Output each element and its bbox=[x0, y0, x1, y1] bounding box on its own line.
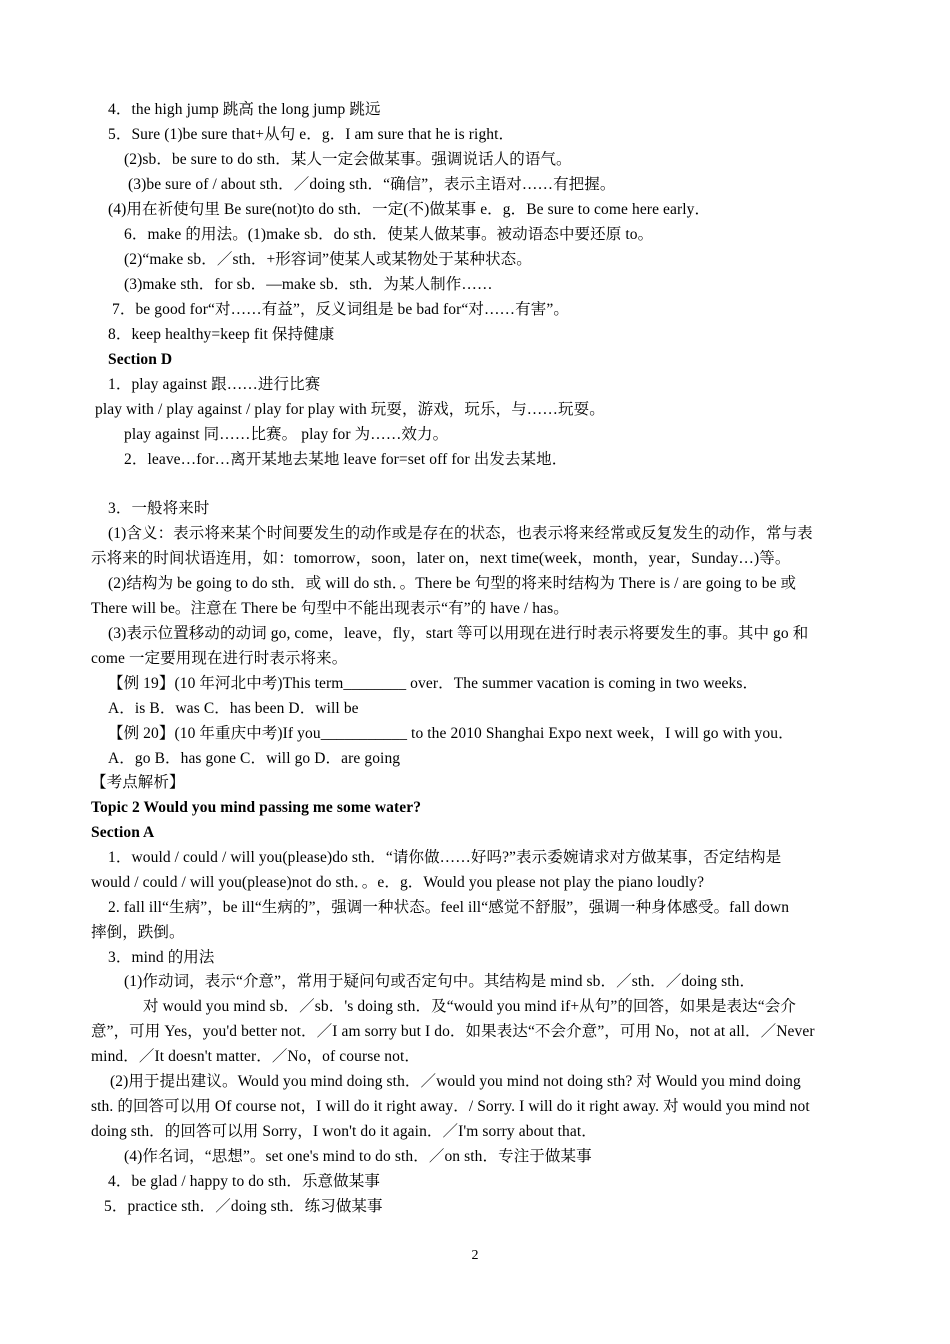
text-line: There will be。注意在 There be 句型中不能出现表示“有”的 have / has。 bbox=[91, 600, 569, 617]
text-line: would / could / will you(please)not do sth．。e．g．Would you please not play the piano loudly? bbox=[91, 874, 705, 891]
text-line: (2)结构为 be going to do sth．或 will do sth．。There be 句型的将来时结构为 There is / are going to be 或 bbox=[108, 575, 797, 592]
text-line: 摔倒，跌倒。 bbox=[91, 924, 185, 941]
text-line: doing sth．的回答可以用 Sorry，I won't do it again．／I'm sorry about that． bbox=[91, 1123, 597, 1140]
text-line: (4)作名词，“思想”。set one's mind to do sth．／on sth．专注于做某事 bbox=[124, 1148, 592, 1165]
text-line: (1)含义：表示将来某个时间要发生的动作或是存在的状态，也表示将来经常或反复发生的动作，常与表 bbox=[108, 525, 813, 542]
text-line: sth. 的回答可以用 Of course not，I will do it right away．/ Sorry. I will do it right away. 对 would you mind not bbox=[91, 1098, 810, 1115]
text-line: (3)表示位置移动的动词 go, come，leave，fly，start 等可以用现在进行时表示将要发生的事。其中 go 和 bbox=[108, 625, 809, 642]
text-line: 7．be good for“对……有益”，反义词组是 be bad for“对……有害”。 bbox=[112, 301, 569, 318]
text-line: 2. fall ill“生病”，be ill“生病的”，强调一种状态。feel ill“感觉不舒服”，强调一种身体感受。fall down bbox=[108, 899, 790, 916]
text-line: (2)“make sb．／sth．+形容词”使某人或某物处于某种状态。 bbox=[124, 251, 532, 268]
page-number: 2 bbox=[471, 1248, 479, 1263]
text-line: 8．keep healthy=keep fit 保持健康 bbox=[108, 326, 335, 343]
text-line: 5．practice sth．／doing sth．练习做某事 bbox=[104, 1198, 383, 1215]
text-line: play against 同……比赛。 play for 为……效力。 bbox=[124, 426, 449, 443]
text-line: 【例 19】(10 年河北中考)This term________ over．The summer vacation is coming in two weeks． bbox=[108, 675, 759, 692]
text-line: come 一定要用现在进行时表示将来。 bbox=[91, 650, 348, 667]
text-line: (2)sb．be sure to do sth．某人一定会做某事。强调说话人的语气。 bbox=[124, 151, 572, 168]
section-heading: Topic 2 Would you mind passing me some water? bbox=[91, 799, 422, 816]
text-line: mind．／It doesn't matter．／No，of course not． bbox=[91, 1048, 420, 1065]
text-line: (3)be sure of / about sth．／doing sth．“确信”，表示主语对……有把握。 bbox=[128, 176, 616, 193]
text-line: 3．mind 的用法 bbox=[108, 949, 215, 966]
text-line: 1．would / could / will you(please)do sth．“请你做……好吗?”表示委婉请求对方做某事，否定结构是 bbox=[108, 849, 782, 866]
text-line: 5．Sure (1)be sure that+从句 e．g．I am sure that he is right． bbox=[108, 126, 515, 143]
text-line: play with / play against / play for play with 玩耍，游戏，玩乐，与……玩耍。 bbox=[95, 401, 605, 418]
text-line: A．go B．has gone C．will go D．are going bbox=[108, 750, 401, 767]
text-line: 【例 20】(10 年重庆中考)If you___________ to the 2010 Shanghai Expo next week，I will go with you． bbox=[108, 725, 794, 742]
text-line: A．is B．was C．has been D．will be bbox=[108, 700, 359, 717]
text-line: 2．leave…for…离开某地去某地 leave for=set off for 出发去某地． bbox=[124, 451, 568, 468]
text-line: 对 would you mind sb．／sb．'s doing sth．及“would you mind if+从句”的回答，如果是表达“会介 bbox=[143, 998, 796, 1015]
text-line: (4)用在祈使句里 Be sure(not)to do sth．一定(不)做某事 e．g．Be sure to come here early． bbox=[108, 201, 711, 218]
text-line: (1)作动词，表示“介意”，常用于疑问句或否定句中。其结构是 mind sb．／sth．／doing sth． bbox=[124, 973, 756, 990]
text-line: (2)用于提出建议。Would you mind doing sth．／would you mind not doing sth? 对 Would you mind doing bbox=[110, 1073, 801, 1090]
section-heading: Section A bbox=[91, 824, 155, 841]
text-line: (3)make sth．for sb．—make sb．sth．为某人制作…… bbox=[124, 276, 493, 293]
text-line: 3．一般将来时 bbox=[108, 500, 210, 517]
text-line: 意”，可用 Yes，you'd better not．／I am sorry but I do．如果表达“不会介意”，可用 No，not at all．／Never bbox=[91, 1023, 815, 1040]
text-line: 示将来的时间状语连用，如：tomorrow，soon，later on，next time(week，month，year，Sunday…)等。 bbox=[91, 550, 791, 567]
text-line: 1．play against 跟……进行比赛 bbox=[108, 376, 321, 393]
section-heading: Section D bbox=[108, 351, 173, 368]
text-line: 6．make 的用法。(1)make sb．do sth．使某人做某事。被动语态中要还原 to。 bbox=[124, 226, 654, 243]
text-line: 4．be glad / happy to do sth．乐意做某事 bbox=[108, 1173, 380, 1190]
text-line: 4．the high jump 跳高 the long jump 跳远 bbox=[108, 101, 381, 118]
text-line: 【考点解析】 bbox=[91, 774, 185, 791]
